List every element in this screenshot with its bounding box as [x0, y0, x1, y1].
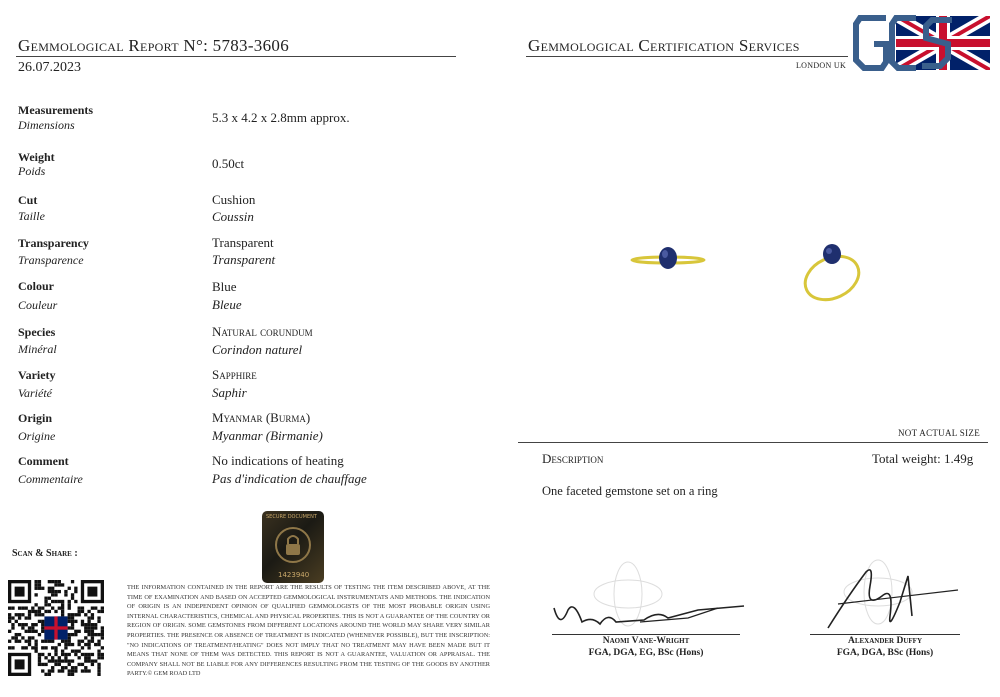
colour-value: Blue: [212, 279, 237, 294]
colour-label-fr: Couleur: [18, 298, 58, 312]
comment-value-fr: Pas d'indication de chauffage: [212, 471, 367, 486]
species-label-fr: Minéral: [18, 342, 57, 356]
variety-value: Sapphire: [212, 367, 257, 382]
species-value-fr: Corindon naturel: [212, 342, 303, 357]
not-actual-size-note: NOT ACTUAL SIZE: [898, 428, 980, 438]
signature-duffy: [808, 556, 978, 636]
origin-label-fr: Origine: [18, 429, 56, 443]
company-location: LONDON UK: [796, 61, 847, 70]
variety-label-fr: Variété: [18, 386, 52, 400]
cut-value: Cushion: [212, 192, 256, 207]
svg-text:GCS: GCS: [852, 12, 854, 13]
measurements-value: 5.3 x 4.2 x 2.8mm approx.: [212, 110, 350, 125]
variety-value-fr: Saphir: [212, 385, 247, 400]
hologram-number: 1423940: [278, 571, 310, 579]
hologram-seal: [262, 511, 324, 583]
species-value: Natural corundum: [212, 324, 313, 339]
variety-label: Variety: [18, 368, 56, 382]
ring-photo-angled: [800, 240, 868, 304]
signatory-quals-right: FGA, DGA, BSc (Hons): [836, 648, 934, 658]
comment-label: Comment: [18, 454, 69, 468]
transparency-label: Transparency: [18, 236, 89, 250]
measurements-label-fr: Dimensions: [18, 118, 75, 132]
comment-value: No indications of heating: [212, 453, 344, 468]
cut-label-fr: Taille: [18, 209, 45, 223]
hologram-text: SECURE DOCUMENT: [266, 514, 317, 520]
disclaimer-text: THE INFORMATION CONTAINED IN THE REPORT ARE THE RESULTS OF TESTING THE ITEM DESCRIBED ABOVE, AT THE TIME OF EXAMINATION AND BASED ON ACCEPTED GEMMOLOGICAL INSTRUMENTATS AND METHODS. THE INDICATION OF ORIGIN IS AN INDEPENDENT OPINION OF QUALIFIED GEMMOLOGISTS OF THE MOST PROBABLE ORIGIN USING INTERNAL CHARACTERISTICS, CHEMICAL AND PHYSICAL PROPERTIES. THIS IS NOT A GUARANTEE OF THE COUNTRY OR REGION OF ORIGIN. SOME GEMSTONES FROM DIFFERENT LOCATIONS AROUND THE WORLD MAY SHARE VERY SIMILAR PROPERTIES. THE PRESENCE OR ABSENCE OF TREATMENT IS INDICATED (WHENEVER POSSIBLE), BUT THE INSCRIPTION: "NO INDICATIONS OF TREATMENT/HEATING" DOES NOT IMPLY THAT NO TREATMENT MAY HAVE BEEN MADE BUT IT MEANS THAT NONE OF THEM WAS DETECTED. THIS REPORT IS NOT A GUARANTEE, VALUATION OR APPRAISAL. THE COMPANY SHALL NOT BE LIABLE FOR ANY DIFFERENCES RESULTING FROM THE TESTING OF THE GOODS BY ANOTHER PARTY.© GEM ROAD LTD: [127, 584, 490, 678]
cut-label: Cut: [18, 193, 38, 207]
transparency-label-fr: Transparence: [18, 253, 84, 267]
signature-line-left: [552, 634, 740, 635]
header-divider-left: [16, 56, 456, 57]
colour-value-fr: Bleue: [212, 297, 242, 312]
header-divider-right: [526, 56, 848, 57]
gcs-logo: [852, 12, 990, 72]
description-heading: Description: [542, 451, 604, 466]
signatory-name-left: Naomi Vane-Wright: [602, 636, 690, 646]
total-weight: Total weight: 1.49g: [872, 451, 974, 466]
transparency-value: Transparent: [212, 235, 274, 250]
transparency-value-fr: Transparent: [212, 252, 276, 267]
padlock-icon: [270, 525, 316, 565]
comment-label-fr: Commentaire: [18, 472, 83, 486]
measurements-label: Measurements: [18, 103, 94, 117]
weight-label: Weight: [18, 150, 55, 164]
species-label: Species: [18, 325, 56, 339]
report-title: Gemmological Report N°: 5783-3606: [18, 36, 290, 55]
origin-label: Origin: [18, 411, 53, 425]
qr-code[interactable]: [8, 580, 104, 676]
cut-value-fr: Coussin: [212, 209, 254, 224]
colour-label: Colour: [18, 279, 54, 293]
origin-value: Myanmar (Burma): [212, 410, 311, 425]
report-date: 26.07.2023: [18, 60, 81, 75]
origin-value-fr: Myanmar (Birmanie): [212, 428, 323, 443]
signature-vane-wright: [548, 560, 748, 636]
description-text: One faceted gemstone set on a ring: [542, 484, 718, 498]
signatory-name-right: Alexander Duffy: [847, 636, 923, 646]
weight-label-fr: Poids: [18, 164, 46, 178]
signatory-quals-left: FGA, DGA, EG, BSc (Hons): [588, 648, 704, 658]
description-divider: [518, 442, 988, 443]
signature-line-right: [810, 634, 960, 635]
scan-share-label: Scan & Share :: [12, 548, 78, 559]
ring-photo-front: [628, 236, 708, 276]
weight-value: 0.50ct: [212, 156, 245, 171]
company-name: Gemmological Certification Services: [528, 36, 800, 55]
